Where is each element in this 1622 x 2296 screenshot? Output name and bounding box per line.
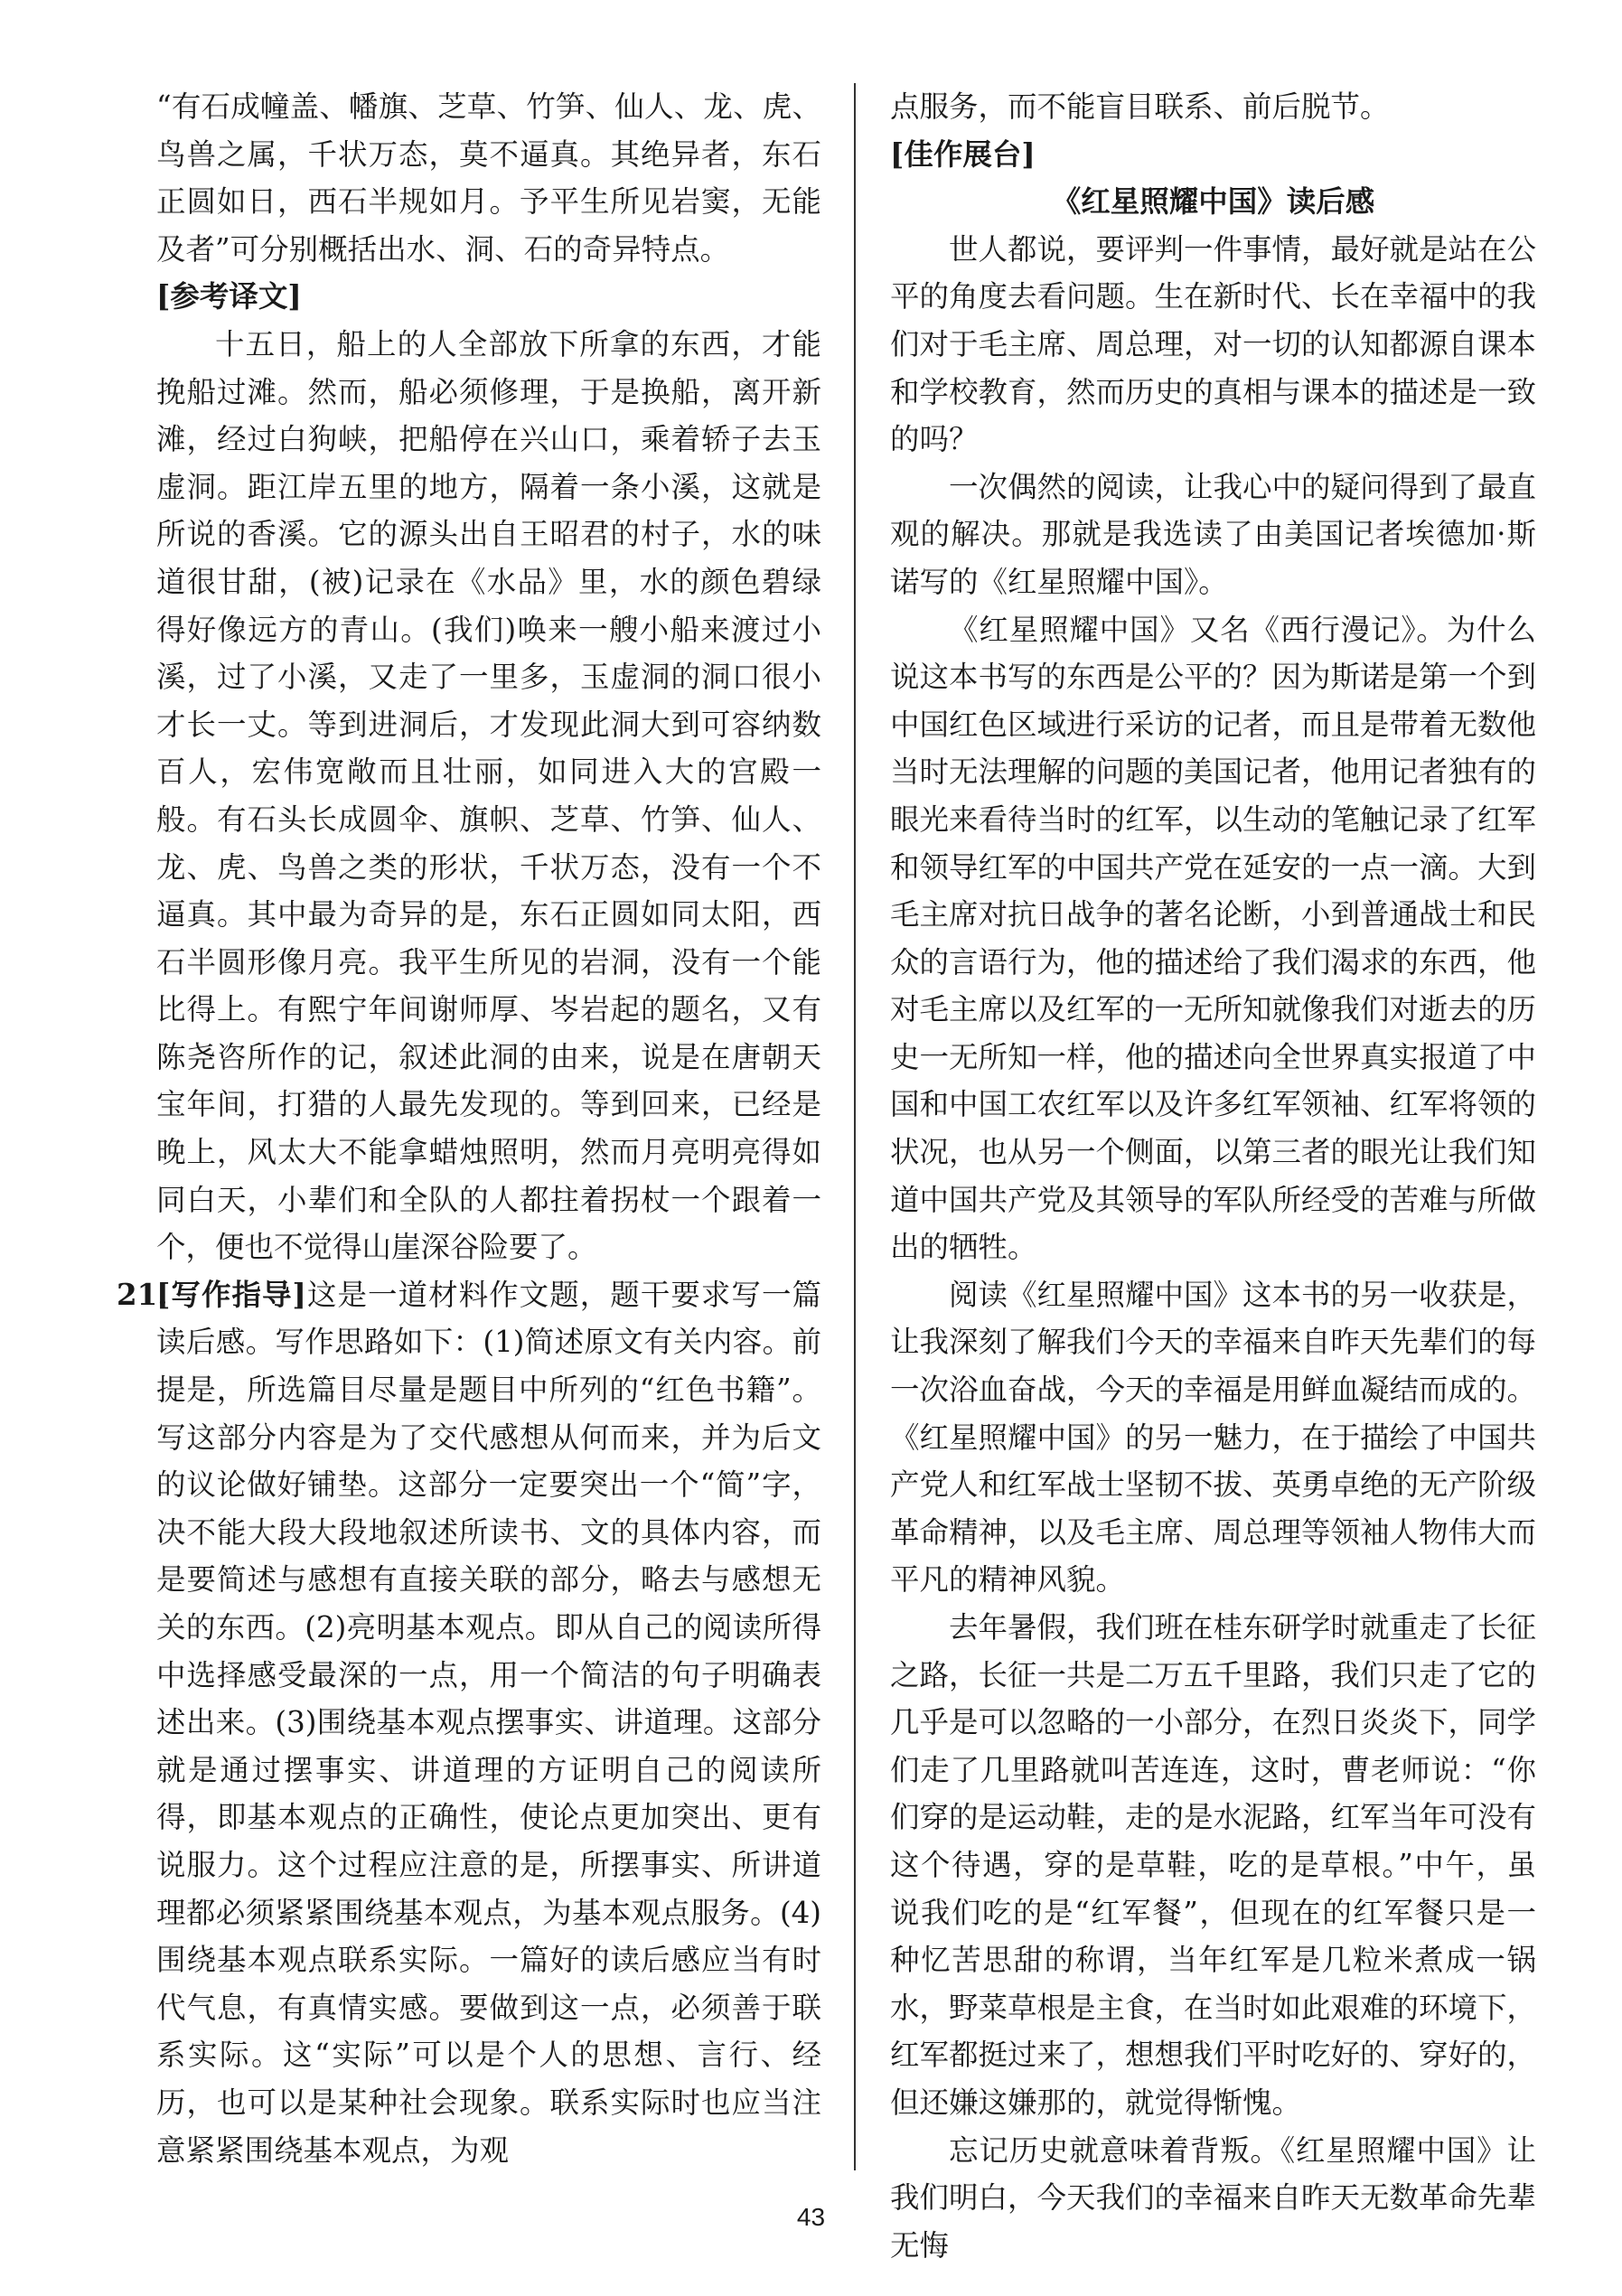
column-divider (854, 83, 856, 2170)
essay-title: 《红星照耀中国》读后感 (1051, 183, 1375, 220)
writing-guide-text: 这是一道材料作文题，题干要求写一篇读后感。写作思路如下：(1)简述原文有关内容。前提是，所选篇目尽量是题目中所列的“红色书籍”。写这部分内容是为了交代感想从何而来，并为后文的议论做好铺垫。这部分一定要突出一个“简”字，决不能大段大段地叙述所读书、文的具体内容，而是要简述与感想有直接关联的部分，略去与感想无关的东西。(2)亮明基本观点。即从自己的阅读所得中选择感受最深的一点，用一个简洁的句子明确表述出来。(3)围绕基本观点摆事实、讲道理。这部分就是通过摆事实、讲道理的方证明自己的阅读所得，即基本观点的正确性，使论点更加突出、更有说服力。这个过程应注意的是，所摆事实、所讲道理都必须紧紧围绕基本观点，为基本观点服务。(4)围绕基本观点联系实际。一篇好的读后感应当有时代气息，有真情实感。要做到这一点，必须善于联系实际。这“实际”可以是个人的思想、言行、经历，也可以是某种社会现象。联系实际时也应当注意紧紧围绕基本观点，为观 (156, 1277, 821, 2168)
page-number: 43 (796, 2203, 826, 2231)
essay-paragraph: 忘记历史就意味着背叛。《红星照耀中国》让我们明白，今天我们的幸福来自昨天无数革命先辈无悔 (890, 2132, 1537, 2263)
writing-guide-label: [写作指导] (156, 1276, 306, 1312)
reference-translation-label: [参考译文] (156, 278, 302, 314)
right-column (890, 83, 1536, 2269)
reference-translation-text: 十五日，船上的人全部放下所拿的东西，才能挽船过滩。然而，船必须修理，于是换船，离开新滩，经过白狗峡，把船停在兴山口，乘着轿子去玉虚洞。距江岸五里的地方，隔着一条小溪，这就是所说的香溪。它的源头出自王昭君的村子，水的味道很甘甜，(被)记录在《水品》里，水的颜色碧绿得好像远方的青山。(我们)唤来一艘小船来渡过小溪，过了小溪，又走了一里多，玉虚洞的洞口很小才长一丈。等到进洞后，才发现此洞大到可容纳数百人，宏伟宽敞而且壮丽，如同进入大的宫殿一般。有石头长成圆伞、旗帜、芝草、竹笋、仙人、龙、虎、鸟兽之类的形状，千状万态，没有一个不逼真。其中最为奇异的是，东石正圆如同太阳，西石半圆形像月亮。我平生所见的岩洞，没有一个能比得上。有熙宁年间谢师厚、岑岩起的题名，又有陈尧咨所作的记，叙述此洞的由来，说是在唐朝天宝年间，打猎的人最先发现的。等到回来，已经是晚上，风太大不能拿蜡烛照明，然而月亮明亮得如同白天，小辈们和全队的人都拄着拐杖一个跟着一个，便也不觉得山崖深谷险要了。 (156, 326, 821, 1265)
question-21 (117, 1271, 821, 2174)
intro-paragraph: “有石成幢盖、幡旗、芝草、竹笋、仙人、龙、虎、鸟兽之属，千状万态，莫不逼真。其绝异者，东石正圆如日，西石半规如月。予平生所见岩窦，无能及者”可分别概括出水、洞、石的奇异特点。 (156, 89, 821, 267)
essay-paragraph: 《红星照耀中国》又名《西行漫记》。为什么说这本书写的东西是公平的？因为斯诺是第一个到中国红色区域进行采访的记者，而且是带着无数他当时无法理解的问题的美国记者，他用记者独有的眼光来看待当时的红军，以生动的笔触记录了红军和领导红军的中国共产党在延安的一点一滴。大到毛主席对抗日战争的著名论断，小到普通战士和民众的言语行为，他的描述给了我们渴求的东西，他对毛主席以及红军的一无所知就像我们对逝去的历史一无所知一样，他的描述向全世界真实报道了中国和中国工农红军以及许多红军领袖、红军将领的状况，也从另一个侧面，以第三者的眼光让我们知道中国共产党及其领导的军队所经受的苦难与所做出的牺牲。 (890, 612, 1537, 1265)
essay-paragraph: 世人都说，要评判一件事情，最好就是站在公平的角度去看问题。生在新时代、长在幸福中的我们对于毛主席、周总理，对一切的认知都源自课本和学校教育，然而历史的真相与课本的描述是一致的吗？ (890, 231, 1537, 457)
showcase-label: [佳作展台] (890, 136, 1036, 172)
essay-paragraph: 阅读《红星照耀中国》这本书的另一收获是，让我深刻了解我们今天的幸福来自昨天先辈们的每一次浴血奋战，今天的幸福是用鲜血凝结而成的。《红星照耀中国》的另一魅力，在于描绘了中国共产党人和红军战士坚韧不拔、英勇卓绝的无产阶级革命精神，以及毛主席、周总理等领袖人物伟大而平凡的精神风貌。 (890, 1277, 1537, 1598)
writing-guide-paragraph (156, 1271, 821, 2174)
question-number: 21. (117, 1276, 168, 1312)
continuation-text: 点服务，而不能盲目联系、前后脱节。 (890, 89, 1390, 124)
essay-paragraph: 去年暑假，我们班在桂东研学时就重走了长征之路，长征一共是二万五千里路，我们只走了它的几乎是可以忽略的一小部分，在烈日炎炎下，同学们走了几里路就叫苦连连，这时，曹老师说：“你们穿的是运动鞋，走的是水泥路，红军当年可没有这个待遇，穿的是草鞋，吃的是草根。”中午，虽说我们吃的是“红军餐”，但现在的红军餐只是一种忆苦思甜的称谓，当年红军是几粒米煮成一锅水，野菜草根是主食，在当时如此艰难的环境下，红军都挺过来了，想想我们平时吃好的、穿好的，但还嫌这嫌那的，就觉得惭愧。 (890, 1610, 1537, 2120)
left-column (117, 83, 821, 2174)
essay-paragraph: 一次偶然的阅读，让我心中的疑问得到了最直观的解决。那就是我选读了由美国记者埃德加·斯诺写的《红星照耀中国》。 (890, 469, 1537, 599)
